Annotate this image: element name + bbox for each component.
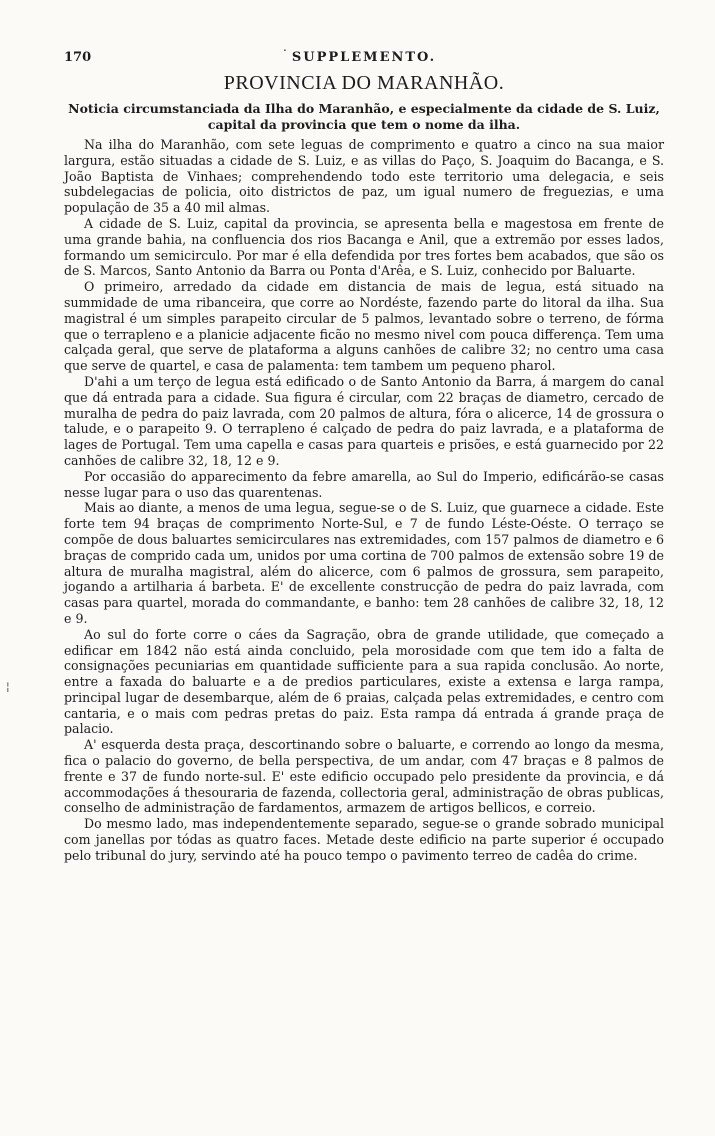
page-title: PROVINCIA DO MARANHÃO. <box>223 72 505 94</box>
running-head: SUPPLEMENTO. <box>291 50 437 65</box>
paragraph: A cidade de S. Luiz, capital da provincia, se apresenta bella e magestosa em frente de uma grande bahia, na confluencia dos rios Bacanga e Anil, que a extremão por esses lados, formando um semicirculo. Por mar é ella defendida por tres fortes bem acabados, que são os de S. Marcos, Santo Antonio da Barra ou Ponta d'Arêa, e S. Luiz, conhecido por Baluarte. <box>64 215 664 279</box>
paragraph: Por occasião do apparecimento da febre amarella, ao Sul do Imperio, edificárão-se casas nesse lugar para o uso das quarentenas. <box>64 468 664 500</box>
dot-mark: . <box>283 40 287 54</box>
page <box>64 50 664 864</box>
paragraph: A' esquerda desta praça, descortinando sobre o baluarte, e correndo ao longo da mesma, fica o palacio do governo, de bella perspectiva, de um andar, com 47 braças e 8 palmos de frente e 37 de fundo norte-sul. E' este edificio occupado pelo presidente da provincia, e dá accommodações á thesouraria de fazenda, collectoria geral, administração de obras publicas, conselho de administração de fardamentos, armazem de artigos bellicos, e correio. <box>64 737 664 816</box>
paragraph: Na ilha do Maranhão, com sete leguas de comprimento e quatro a cinco na sua maior largura, estão situadas a cidade de S. Luiz, e as villas do Paço, S. Joaquim do Bacanga, e S. João Baptista de Vinhaes; comprehendendo todo este territorio uma delegacia, e seis subdelegacias de policia, oito districtos de paz, um igual numero de freguezias, e uma população de 35 a 40 mil almas. <box>64 137 664 216</box>
page-number: 170 <box>64 50 92 65</box>
page-header <box>64 50 664 70</box>
paragraph: D'ahi a um terço de legua está edificado o de Santo Antonio da Barra, á margem do canal que dá entrada para a cidade. Sua figura é circular, com 22 braças de diametro, cercado de muralha de pedra do paiz lavrada, com 20 palmos de altura, fóra o alicerce, 14 de grossura o talude, e o parapeito 9. O terrapleno é calçado de pedra do paiz lavrada, e a plataforma de lages de Portugal. Tem uma capella e casas para quarteis e prisões, e está guarnecido por 22 canhões de calibre 32, 18, 12 e 9. <box>64 373 664 468</box>
paragraph: Ao sul do forte corre o cáes da Sagração, obra de grande utilidade, que começado a edificar em 1842 não está ainda concluido, pela morosidade com que tem ido a falta de consignações pecuniarias em quantidade sufficiente para a sua rapida conclusão. Ao norte, entre a faxada do baluarte e a de predios particulares, existe a extensa e larga rampa, principal lugar de desembarque, além de 6 praias, calçada pelas extremidades, e centro com cantaria, e o mais com pedras pretas do paiz. Esta rampa dá entrada á grande praça de palacio. <box>64 626 664 737</box>
paragraph: O primeiro, arredado da cidade em distancia de mais de legua, está situado na summidade de uma ribanceira, que corre ao Nordéste, fazendo parte do litoral da ilha. Sua magistral é um simples parapeito circular de 5 palmos, levantado sobre o terreno, de fórma que o terrapleno e a planicie adjacente ficão no mesmo nivel com pouca differença. Tem uma calçada geral, que serve de plataforma a alguns canhões de calibre 32; no centro uma casa que serve de quartel, e casa de palamenta: tem tambem um pequeno pharol. <box>64 279 664 374</box>
paragraph: Mais ao diante, a menos de uma legua, segue-se o de S. Luiz, que guarnece a cidade. Este forte tem 94 braças de comprimento Norte-Sul, e 7 de fundo Léste-Oéste. O terraço se compõe de dous baluartes semicirculares nas extremidades, com 157 palmos de diametro e 6 braças de comprido cada um, unidos por uma cortina de 700 palmos de extensão sobre 19 de altura de muralha magistral, além do alicerce, com 6 palmos de grossura, sem parapeito, jogando a artilharia á barbeta. E' de excellente construcção de pedra do paiz lavrada, com casas para quartel, morada do commandante, e banho: tem 28 canhões de calibre 32, 18, 12 e 9. <box>64 500 664 626</box>
paragraph: Do mesmo lado, mas independentemente separado, segue-se o grande sobrado municipal com janellas por tódas as quatro faces. Metade deste edificio na parte superior é occupado pelo tribunal do jury, servindo até ha pouco tempo o pavimento terreo de cadêa do crime. <box>64 816 664 863</box>
body-text <box>64 137 664 864</box>
margin-mark: ¦ <box>6 680 10 693</box>
subtitle: Noticia circumstanciada da Ilha do Maranhão, e especialmente da cidade de S. Luiz, capital da provincia que tem o nome da ilha. <box>68 101 660 132</box>
